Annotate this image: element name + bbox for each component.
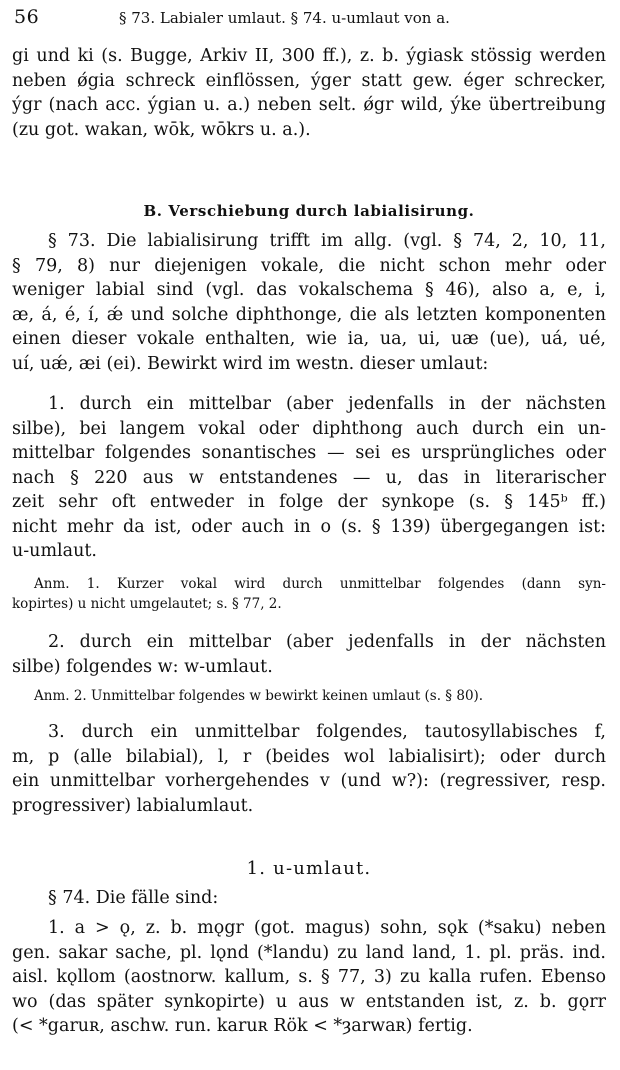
intro-paragraph xyxy=(12,44,606,142)
text-line: uí, uǽ, æi (ei). Bewirkt wird im westn. dieser umlaut: xyxy=(12,353,489,374)
text-line: aisl. kǫllom (aostnorw. kallum, s. § 77, 3) zu kalla rufen. Ebenso xyxy=(12,967,606,987)
note-anm-1 xyxy=(12,574,606,614)
text-line: kopirtes) u nicht umgelautet; s. § 77, 2. xyxy=(12,596,282,612)
paragraph-74 xyxy=(12,886,606,911)
text-line: ýgr (nach acc. ýgian u. a.) neben selt. ǿgr wild, ýke übertreibung xyxy=(12,95,606,115)
text-line: m, p (alle bilabial), l, r (beides wol labialisirt); oder durch xyxy=(12,746,606,767)
text-line: progressiver) labialumlaut. xyxy=(12,795,254,816)
item-1 xyxy=(12,392,606,564)
text-line: (zu got. wakan, wōk, wōkrs u. a.). xyxy=(12,119,311,140)
item-2 xyxy=(12,630,606,679)
text-line: Anm. 1. Kurzer vokal wird durch unmittelbar folgendes (dann syn- xyxy=(34,576,606,592)
subsection-heading: 1. u-umlaut. xyxy=(246,858,372,879)
text-line: 2. durch ein mittelbar (aber jedenfalls in der nächsten xyxy=(48,632,606,652)
text-line: (< *garuʀ, aschw. run. karuʀ Rök < *ȝarwaʀ) fertig. xyxy=(12,1016,473,1036)
text-line: mittelbar folgendes sonantisches — sei es ursprüngliches oder xyxy=(12,443,606,463)
text-line: § 79, 8) nur diejenigen vokale, die nicht schon mehr oder xyxy=(12,255,606,276)
paragraph-73 xyxy=(12,229,606,376)
text-line: nach § 220 aus w entstandenes — u, das in literarischer xyxy=(12,467,606,488)
section-heading: B. Verschiebung durch labialisirung. xyxy=(143,202,475,220)
running-head: § 73. Labialer umlaut. § 74. u-umlaut von a. xyxy=(119,9,450,27)
text-line: weniger labial sind (vgl. das vokalschema § 46), also a, e, i, xyxy=(12,280,606,300)
text-line: neben ǿgia schreck einflössen, ýger statt gew. éger schrecker, xyxy=(12,70,606,91)
note-anm-2 xyxy=(12,686,606,706)
item-74-1 xyxy=(12,916,606,1039)
text-line: 1. durch ein mittelbar (aber jedenfalls in der nächsten xyxy=(48,394,606,414)
text-line: wo (das später synkopirte) u aus w entstanden ist, z. b. gǫrr xyxy=(12,991,606,1012)
text-line: § 74. Die fälle sind: xyxy=(48,888,219,908)
text-line: 1. a > ǫ, z. b. mǫgr (got. magus) sohn, sǫk (*saku) neben xyxy=(48,918,606,938)
text-line: § 73. Die labialisirung trifft im allg. (vgl. § 74, 2, 10, 11, xyxy=(48,231,606,251)
page-number: 56 xyxy=(14,6,40,28)
text-line: gi und ki (s. Bugge, Arkiv II, 300 ff.), z. b. ýgiask stössig werden xyxy=(12,46,606,66)
text-line: silbe), bei langem vokal oder diphthong auch durch ein un- xyxy=(12,418,606,439)
text-line: u-umlaut. xyxy=(12,541,97,561)
text-line: einen dieser vokale enthalten, wie ia, ua, ui, uæ (ue), uá, ué, xyxy=(12,329,606,349)
text-line: gen. sakar sache, pl. lǫnd (*landu) zu land land, 1. pl. präs. ind. xyxy=(12,942,606,963)
page-header xyxy=(14,6,606,30)
text-line: nicht mehr da ist, oder auch in o (s. § 139) übergegangen ist: xyxy=(12,516,606,537)
text-line: zeit sehr oft entweder in folge der synkope (s. § 145ᵇ ff.) xyxy=(12,492,606,512)
text-line: Anm. 2. Unmittelbar folgendes w bewirkt keinen umlaut (s. § 80). xyxy=(34,688,484,704)
text-line: ein unmittelbar vorhergehendes v (und w?): (regressiver, resp. xyxy=(12,771,606,791)
text-line: æ, á, é, í, ǽ und solche diphthonge, die als letzten komponenten xyxy=(12,304,606,325)
text-line: 3. durch ein unmittelbar folgendes, tautosyllabisches f, xyxy=(48,722,606,742)
text-line: silbe) folgendes w: w-umlaut. xyxy=(12,656,273,677)
item-3 xyxy=(12,720,606,818)
